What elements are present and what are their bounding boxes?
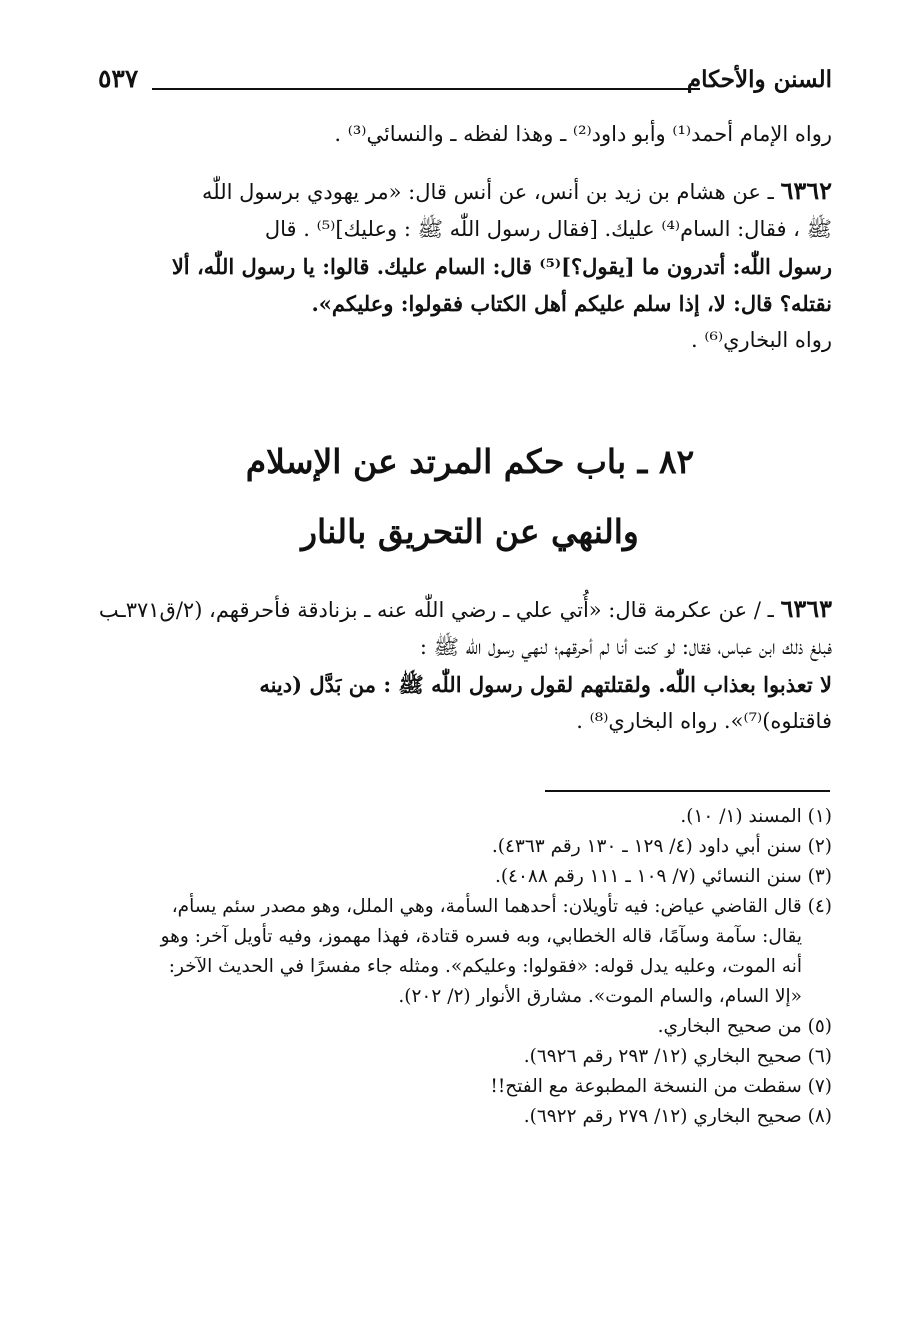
hadith-line: ﷺ ، فقال: السام⁽⁴⁾ عليك. [فقال رسول اللّٰه ﷺ : وعليك]⁽⁵⁾ . قال xyxy=(264,217,832,241)
footnote-continuation: «إلا السام، والسام الموت». مشارق الأنوار (٢/ ٢٠٢). xyxy=(398,986,802,1007)
page-number: ٥٣٧ xyxy=(98,64,139,93)
footnote: (٧) سقطت من النسخة المطبوعة مع الفتح!! xyxy=(490,1076,832,1097)
chapter-heading-line2: والنهي عن التحريق بالنار xyxy=(301,512,639,551)
hadith-line: ـ / عن عكرمة قال: «أُتي علي ـ رضي اللّٰه عنه ـ بزنادقة فأحرقهم، (٢/ق٣٧١ـب xyxy=(98,598,774,622)
hadith-line: فبلغ ذلك ابن عباس، فقال: لو كنت أنا لم أحرقهم؛ لنهي رسول اللّٰه ﷺ : xyxy=(419,635,832,659)
hadith-line: رسول اللّٰه: أتدرون ما [يقول؟]⁽⁵⁾ قال: السام عليك. قالوا: يا رسول اللّٰه، ألا xyxy=(171,254,832,279)
hadith-number: ٦٣٦٣ xyxy=(780,594,832,623)
footnote: (٤) قال القاضي عياض: فيه تأويلان: أحدهما السأمة، وهي الملل، وهو مصدر سئم يسأم، xyxy=(171,896,832,917)
hadith-citation: رواه البخاري⁽⁶⁾ . xyxy=(691,328,832,352)
footnote-continuation: أنه الموت، وعليه يدل قوله: «فقولوا: وعليكم». ومثله جاء مفسرًا في الحديث الآخر: xyxy=(168,956,802,977)
footnote: (٥) من صحيح البخاري. xyxy=(657,1016,832,1037)
header-rule xyxy=(152,88,700,90)
hadith-line: ـ عن هشام بن زيد بن أنس، عن أنس قال: «مر يهودي برسول اللّٰه xyxy=(202,180,774,204)
citation-line: رواه الإمام أحمد⁽¹⁾ وأبو داود⁽²⁾ ـ وهذا لفظه ـ والنسائي⁽³⁾ . xyxy=(334,122,832,146)
hadith-number: ٦٣٦٢ xyxy=(780,176,832,205)
hadith-line: نقتله؟ قال: لا، إذا سلم عليكم أهل الكتاب فقولوا: وعليكم». xyxy=(311,291,832,316)
footnote: (١) المسند (١/ ١٠). xyxy=(680,806,832,827)
footnote-separator xyxy=(545,790,830,792)
running-header-title: السنن والأحكام xyxy=(686,66,832,93)
hadith-line: فاقتلوه)⁽⁷⁾». رواه البخاري⁽⁸⁾ . xyxy=(576,709,832,733)
footnote: (٦) صحيح البخاري (١٢/ ٢٩٣ رقم ٦٩٢٦). xyxy=(523,1046,832,1067)
hadith-6363 xyxy=(98,590,832,740)
chapter-heading-line1: ٨٢ ـ باب حكم المرتد عن الإسلام xyxy=(245,442,695,481)
hadith-6362 xyxy=(102,172,832,359)
hadith-line: لا تعذبوا بعذاب اللّٰه. ولقتلتهم لقول رسول اللّٰه ﷺ : من بَدَّل (دينه xyxy=(259,672,832,697)
footnote: (٨) صحيح البخاري (١٢/ ٢٧٩ رقم ٦٩٢٢). xyxy=(523,1106,832,1127)
footnote-continuation: يقال: سآمة وسآمًا، قاله الخطابي، وبه فسره قتادة، فهذا مهموز، وفيه تأويل آخر: وهو xyxy=(160,926,802,947)
intro-citation xyxy=(102,116,832,153)
footnote: (٣) سنن النسائي (٧/ ١٠٩ ـ ١١١ رقم ٤٠٨٨). xyxy=(494,866,832,887)
footnote: (٢) سنن أبي داود (٤/ ١٢٩ ـ ١٣٠ رقم ٤٣٦٣). xyxy=(491,836,832,857)
footnotes xyxy=(102,802,832,1132)
